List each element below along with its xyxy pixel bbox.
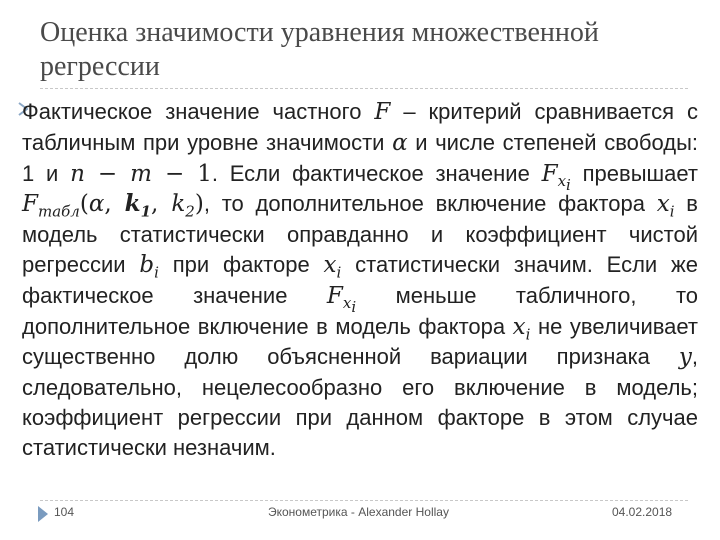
math-f-xi: [541, 160, 571, 195]
slide-title: Оценка значимости уравнения множественной регрессии: [40, 17, 599, 82]
math-k1: [124, 190, 152, 221]
body-text: при факторе: [158, 251, 324, 277]
footer-arrow-icon: [38, 506, 48, 522]
math-subscript-i: i: [669, 202, 675, 221]
math-minus: −: [84, 160, 131, 187]
math-subscript-i: i: [525, 325, 531, 344]
math-xi: [656, 191, 675, 221]
body-text: . Если фактическое значение: [211, 160, 542, 186]
math-f-symbol: F: [541, 160, 558, 187]
math-k2: [171, 191, 195, 221]
math-subscript: [342, 294, 357, 317]
body-text: и числе степеней свободы: 1 и: [22, 129, 698, 186]
math-subscript-i: i: [336, 263, 342, 282]
math-f: F: [374, 99, 391, 125]
footer-course-title: Эконометрика - Alexander Hollay: [268, 505, 449, 519]
footer-date: 04.02.2018: [612, 505, 673, 519]
math-x: x: [557, 172, 567, 191]
body-text: превышает: [570, 160, 698, 186]
footer-divider: [40, 500, 688, 501]
math-f-table: [22, 191, 80, 221]
body-text: в модель статистически оправданно и коэффициент чистой регрессии: [22, 191, 698, 277]
math-x: x: [323, 251, 337, 278]
math-bi: [139, 251, 159, 282]
math-b: b: [139, 251, 155, 278]
body-text: меньше табличного, то дополнительное включение в модель фактора: [22, 282, 699, 339]
math-paren-close: ): [194, 191, 204, 218]
math-subscript-i: i: [566, 176, 571, 195]
body-text: – критерий сравнивается с табличным при уровне значимости: [22, 99, 699, 155]
math-subscript-tabl: табл: [37, 202, 80, 221]
math-x: x: [512, 313, 526, 340]
math-k: k: [124, 190, 141, 218]
math-m: m: [130, 160, 152, 187]
math-subscript-i: i: [351, 298, 357, 317]
math-paren-open: (: [79, 191, 89, 218]
body-paragraph: [22, 97, 698, 463]
math-subscript-i: i: [154, 263, 159, 282]
page-number: 104: [54, 505, 75, 519]
math-comma: ,: [151, 191, 172, 218]
math-minus-one: − 1: [151, 160, 212, 187]
math-alpha: α: [392, 129, 408, 156]
math-f-xi: [326, 282, 357, 317]
math-y: y: [678, 344, 692, 371]
math-f-symbol: F: [326, 282, 343, 309]
math-subscript: [557, 172, 571, 195]
math-xi: [512, 313, 531, 344]
math-xi: [323, 251, 342, 282]
body-text: , то дополнительное включение фактора: [203, 191, 657, 217]
math-k: k: [171, 191, 186, 218]
slide-body: [22, 97, 698, 463]
math-subscript-1: 1: [140, 202, 152, 221]
math-x: x: [342, 294, 352, 313]
math-alpha: α: [88, 191, 105, 218]
math-subscript-2: 2: [185, 202, 195, 221]
math-n: n: [70, 160, 85, 187]
body-text: не увеличивает существенно долю объясненной вариации признака: [22, 313, 698, 370]
math-comma: ,: [104, 191, 125, 218]
math-x: x: [656, 191, 670, 218]
math-f-symbol: F: [22, 191, 38, 218]
body-text: Фактическое значение частного: [22, 99, 375, 124]
title-divider: [40, 88, 688, 89]
body-text: статистически значим. Если же фактическое значение: [22, 251, 698, 308]
body-text: , следовательно, нецелесообразно его включение в модель; коэффициент регрессии при данном факторе в этом случае статистически незначим.: [22, 344, 698, 460]
